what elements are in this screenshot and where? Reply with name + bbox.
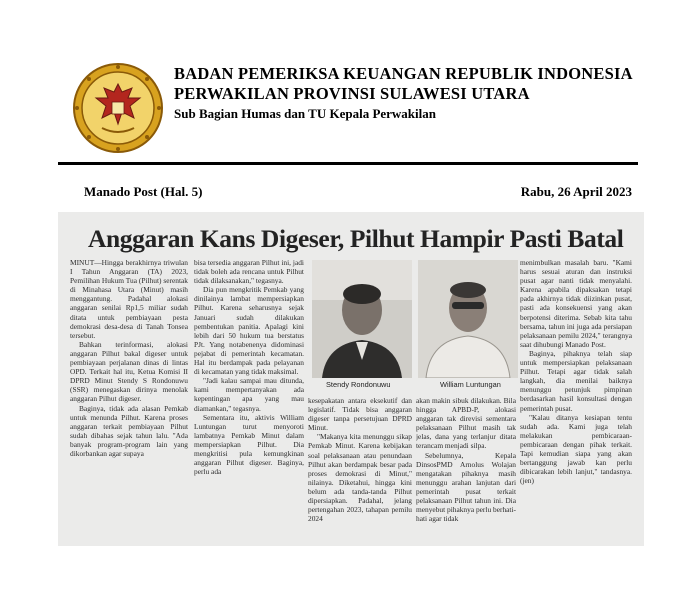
paragraph: Dia pun mengkritik Pemkab yang dinilainya lambat mempersiapkan Pilhut. Karena seharusnya sejak Januari sudah dilakukan pembentukan panitia. Apalagi kini lebih dari 50 hukum tua berstatus PJt. Yang notabenenya didominasi pejabat di pemerintah kecamatan. Hal itu berdampak pada pelayanan di kecamatan yang tidak maksimal. [194,285,304,377]
org-branch: PERWAKILAN PROVINSI SULAWESI UTARA [174,84,530,103]
publication-date: Rabu, 26 April 2023 [520,184,632,199]
photo-stendy-rondonuwu [312,260,412,378]
paragraph: Sementara itu, aktivis William Luntungan turut menyoroti lambatnya Pemkab Minut dalam mempersiapkan Pilhut. Dia mengkritisi pula kemungkinan anggaran Pilhut digeser. Baginya, perlu ada [194,412,304,477]
article-column-2 [194,258,304,542]
photo-caption: Stendy Rondonuwu [326,380,391,389]
portrait-image [312,260,412,378]
paragraph: menimbulkan masalah baru. "Kami harus sesuai aturan dan instruksi pusat agar nanti tidak menyalahi. Karena apabila dipaksakan tetapi pada akhirnya tidak diizinkan pusat, pasti ada konsekuensi yang akan berpotensi diterima. Sebab kita tahu bersama, tahun ini juga ada persiapan pelaksanaan pemilu 2024," terangnya saat dihubungi Manado Post. [520,258,632,349]
paragraph: akan makin sibuk dilakukan. Bila hingga APBD-P, alokasi anggaran tak direvisi sementara pelaksanaan Pilhut masih tak jelas, dana yang terlanjur ditata terancam menjadi silpa. [416,396,516,451]
article-headline: Anggaran Kans Digeser, Pilhut Hampir Pasti Batal [88,224,624,253]
paragraph: Baginya, tidak ada alasan Pemkab untuk menunda Pilhut. Karena proses anggaran terkait pembiayaan Pilhut sudah dibahas sejak tahun lalu. "Ada banyak program-program lain yang dikorbankan agar supaya [70,403,188,458]
paragraph: "Jadi kalau sampai mau ditunda, kami mempertanyakan ada kepentingan apa yang mau diamankan," tegasnya. [194,376,304,413]
article-column-4 [416,396,516,542]
source-publication: Manado Post (Hal. 5) [84,184,203,199]
paragraph: bisa tersedia anggaran Pilhut ini, jadi tidak boleh ada rencana untuk Pilhut tidak dilaksanakan," tegasnya. [194,258,304,286]
paragraph: kesepakatan antara eksekutif dan legislatif. Tidak bisa anggaran digeser tanpa persetujuan DPRD Minut. [308,396,412,433]
paragraph: Sebelumnya, Kepala DinsosPMD Arnolus Wolajan mengatakan pihaknya masih menunggu arahan lanjutan dari pemerintah pusat terkait pelaksanaan Pilhut tahun ini. Dia menyebut pihaknya perlu berhati-hati agar tidak [416,450,516,524]
photo-caption: William Luntungan [440,380,501,389]
letterhead [174,64,633,122]
paragraph: Baginya, pihaknya telah siap untuk mempersiapkan pelaksanaan Pilhut. Tetapi agar tidak salah langkah, dia menilai baiknya menunggu petunjuk pimpinan berdasarkan hasil konsultasi dengan pemerintah pusat. [520,348,632,413]
paragraph: Bahkan terinformasi, alokasi anggaran Pilhut bakal digeser untuk pembiayaan perjalanan dinas di lintas OPD. Terkait hal itu, Ketua Komisi II DPRD Minut Stendy S Rondonuwu (SSR) menegaskan dirinya menolak anggaran Pilhut digeser. [70,339,188,404]
article-column-1 [70,258,188,542]
org-subdivision: Sub Bagian Humas dan TU Kepala Perwakilan [174,106,436,121]
paragraph: "Kalau ditanya kesiapan tentu sudah ada. Kami juga telah melakukan pembicaraan-pembicaraan dengan pihak terkait. Tapi kemudian siapa yang akan bertanggung jawab kan perlu dibicarakan lebih lanjut," tandasnya. (jen) [520,412,632,486]
news-clipping [58,212,644,546]
article-column-5 [520,258,632,542]
paragraph: MINUT—Hingga berakhirnya triwulan I Tahun Anggaran (TA) 2023, Pemilihan Hukum Tua (Pilhut) serentak di Minahasa Utara (Minut) masih menggantung. Padahal alokasi anggaran senilai Rp1,5 miliar sudah ditata untuk pembiayaan pesta demokrasi desa-desa di Tanah Tonsea tersebut. [70,258,188,340]
letterhead-divider [58,162,638,165]
bpk-emblem-icon [72,62,164,154]
photo-william-luntungan [418,260,518,378]
article-column-3 [308,396,412,542]
org-name: BADAN PEMERIKSA KEUANGAN REPUBLIK INDONESIA [174,64,633,83]
paragraph: "Makanya kita menunggu sikap Pemkab Minut. Karena kebijakan soal pelaksanaan atau penundaan Pilhut akan berdampak besar pada proses demokrasi di Minut," nilainya. Diketahui, hingga kini belum ada tanda-tanda Pilhut dipersiapkan. Padahal, jelang pertengahan 2023, tahapan pemilu 2024 [308,432,412,524]
portrait-image [418,260,518,378]
